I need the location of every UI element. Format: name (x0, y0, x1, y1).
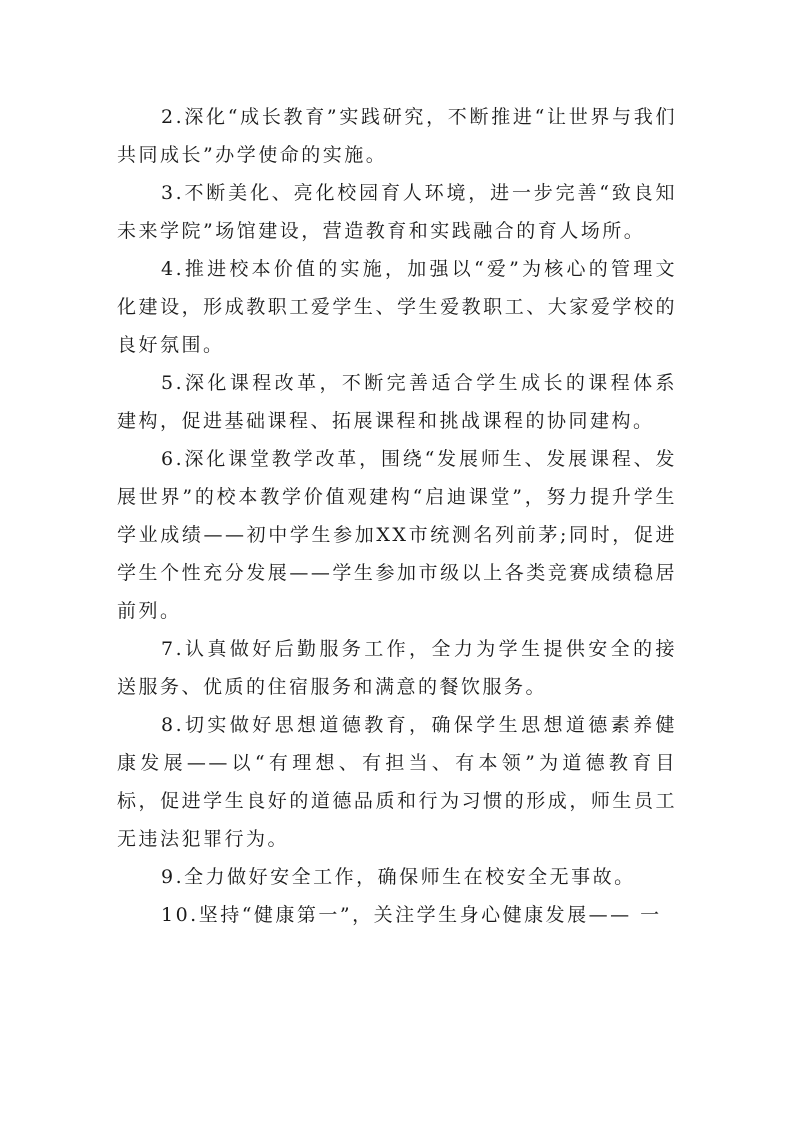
paragraph-item-2: 2.深化“成长教育”实践研究，不断推进“让世界与我们共同成长”办学使命的实施。 (117, 106, 677, 166)
paragraph-item-10: 10.坚持“健康第一”，关注学生身心健康发展—— 一 (161, 904, 662, 926)
paragraph-item-6: 6.深化课堂教学改革，围绕“发展师生、发展课程、发展世界”的校本教学价值观建构“启迪课堂”，努力提升学生学业成绩——初中学生参加XX市统测名列前茅;同时，促进学生个性充分发展——学生参加市级以上各类竞赛成绩稳居前列。 (117, 448, 677, 622)
paragraph-item-4: 4.推进校本价值的实施，加强以“爱”为核心的管理文化建设，形成教职工爱学生、学生爱教职工、大家爱学校的良好氛围。 (117, 258, 677, 356)
document-body (117, 98, 677, 934)
paragraph-item-3: 3.不断美化、亮化校园育人环境，进一步完善“致良知未来学院”场馆建设，营造教育和实践融合的育人场所。 (117, 182, 677, 242)
paragraph-item-9: 9.全力做好安全工作，确保师生在校安全无事故。 (161, 866, 636, 888)
paragraph-item-7: 7.认真做好后勤服务工作，全力为学生提供安全的接送服务、优质的住宿服务和满意的餐饮服务。 (117, 638, 677, 698)
paragraph-item-8: 8.切实做好思想道德教育，确保学生思想道德素养健康发展——以“有理想、有担当、有本领”为道德教育目标，促进学生良好的道德品质和行为习惯的形成，师生员工无违法犯罪行为。 (117, 714, 677, 850)
paragraph-item-5: 5.深化课程改革，不断完善适合学生成长的课程体系建构，促进基础课程、拓展课程和挑战课程的协同建构。 (117, 372, 677, 432)
